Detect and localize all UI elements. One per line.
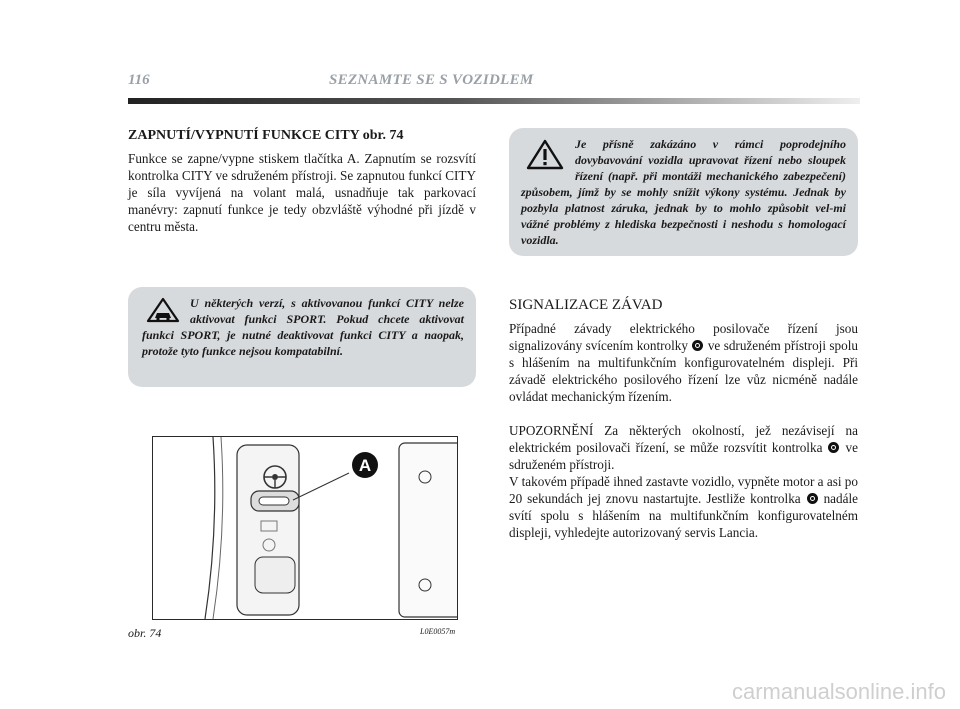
section-heading-city: ZAPNUTÍ/VYPNUTÍ FUNKCE CITY obr. 74	[128, 128, 404, 143]
steering-warning-icon	[828, 442, 839, 453]
page-number: 116	[128, 72, 150, 88]
steering-warning-icon	[692, 340, 703, 351]
faults-p3-b: nadále svítí spolu s hlášením na multifunkčním konfigurovatelném displeji, vyhledejte autorizovaný servis Lancia.	[509, 491, 858, 540]
warning-box	[509, 128, 858, 256]
running-header-title: SEZNAMTE SE S VOZIDLEM	[329, 72, 534, 88]
warning-text: Je přísně zakázáno v rámci poprodejního dovybavování vozidla upravovat řízení nebo sloupek řízení (např. při montáži mechanického zabezpečení) způsobem, jímž by se mohly snížit výkony systému. Jednak by pozbyla platnost záruka, jednak by to mohlo způsobit vel-mi vážné problémy z hlediska bezpečnosti i neshodu s homologací vozidla.	[521, 137, 846, 247]
faults-paragraph-3	[509, 473, 858, 541]
faults-p3-a: V takovém případě ihned zastavte vozidlo, vypněte motor a asi po 20 sekundách jej znovu nastartujte. Jestliže kontrolka	[509, 474, 858, 506]
header-rule	[128, 98, 860, 104]
section-heading-faults: SIGNALIZACE ZÁVAD	[509, 297, 663, 313]
note-text: U některých verzí, s aktivovanou funkcí CITY nelze aktivovat funkci SPORT. Pokud chcete aktivovat funkci SPORT, je nutné deaktivovat funkci CITY a naopak, protože tyto funkce nejsou kompatabilní.	[142, 296, 464, 358]
warning-triangle-icon	[525, 138, 565, 170]
city-body-text: Funkce se zapne/vypne stiskem tlačítka A. Zapnutím se rozsvítí kontrolka CITY ve sdruženém přístroji. Se zapnutou funkcí CITY je síla vyvíjená na volant malá, usnadňuje tak parkovací manévry: zapnutí funkce je tedy obzvláště výhodné při jízdě v centru města.	[128, 151, 476, 234]
left-section	[128, 128, 476, 235]
steering-warning-icon	[807, 493, 818, 504]
watermark: carmanualsonline.info	[731, 679, 946, 704]
faults-p2-a: UPOZORNĚNÍ Za některých okolností, jež nezávisejí na elektrickém posilovači řízení, se může rozsvítit kontrolka	[509, 423, 858, 455]
faults-p2-b: ve sdruženém přístroji.	[509, 440, 858, 472]
car-note-icon	[146, 297, 180, 323]
figure-caption: obr. 74	[128, 626, 162, 640]
figure-74	[152, 436, 458, 620]
figure-label-a: A	[358, 456, 372, 475]
note-box	[128, 287, 476, 387]
faults-p1-b: ve sdruženém přístroji spolu s hlášením na multifunkčním konfigurovatelném displeji. Při závadě elektrického posilového řízení lze vůz nicméně nadále ovládat mechanickým řízením.	[509, 338, 858, 404]
faults-paragraph-2	[509, 422, 858, 473]
faults-p1-a: Případné závady elektrického posilovače řízení jsou signalizovány svícením kontrolky	[509, 321, 858, 353]
faults-paragraph-1	[509, 320, 858, 405]
right-section	[509, 297, 858, 541]
steering-button-illustration	[153, 437, 457, 619]
figure-code: L0E0057m	[420, 627, 456, 636]
